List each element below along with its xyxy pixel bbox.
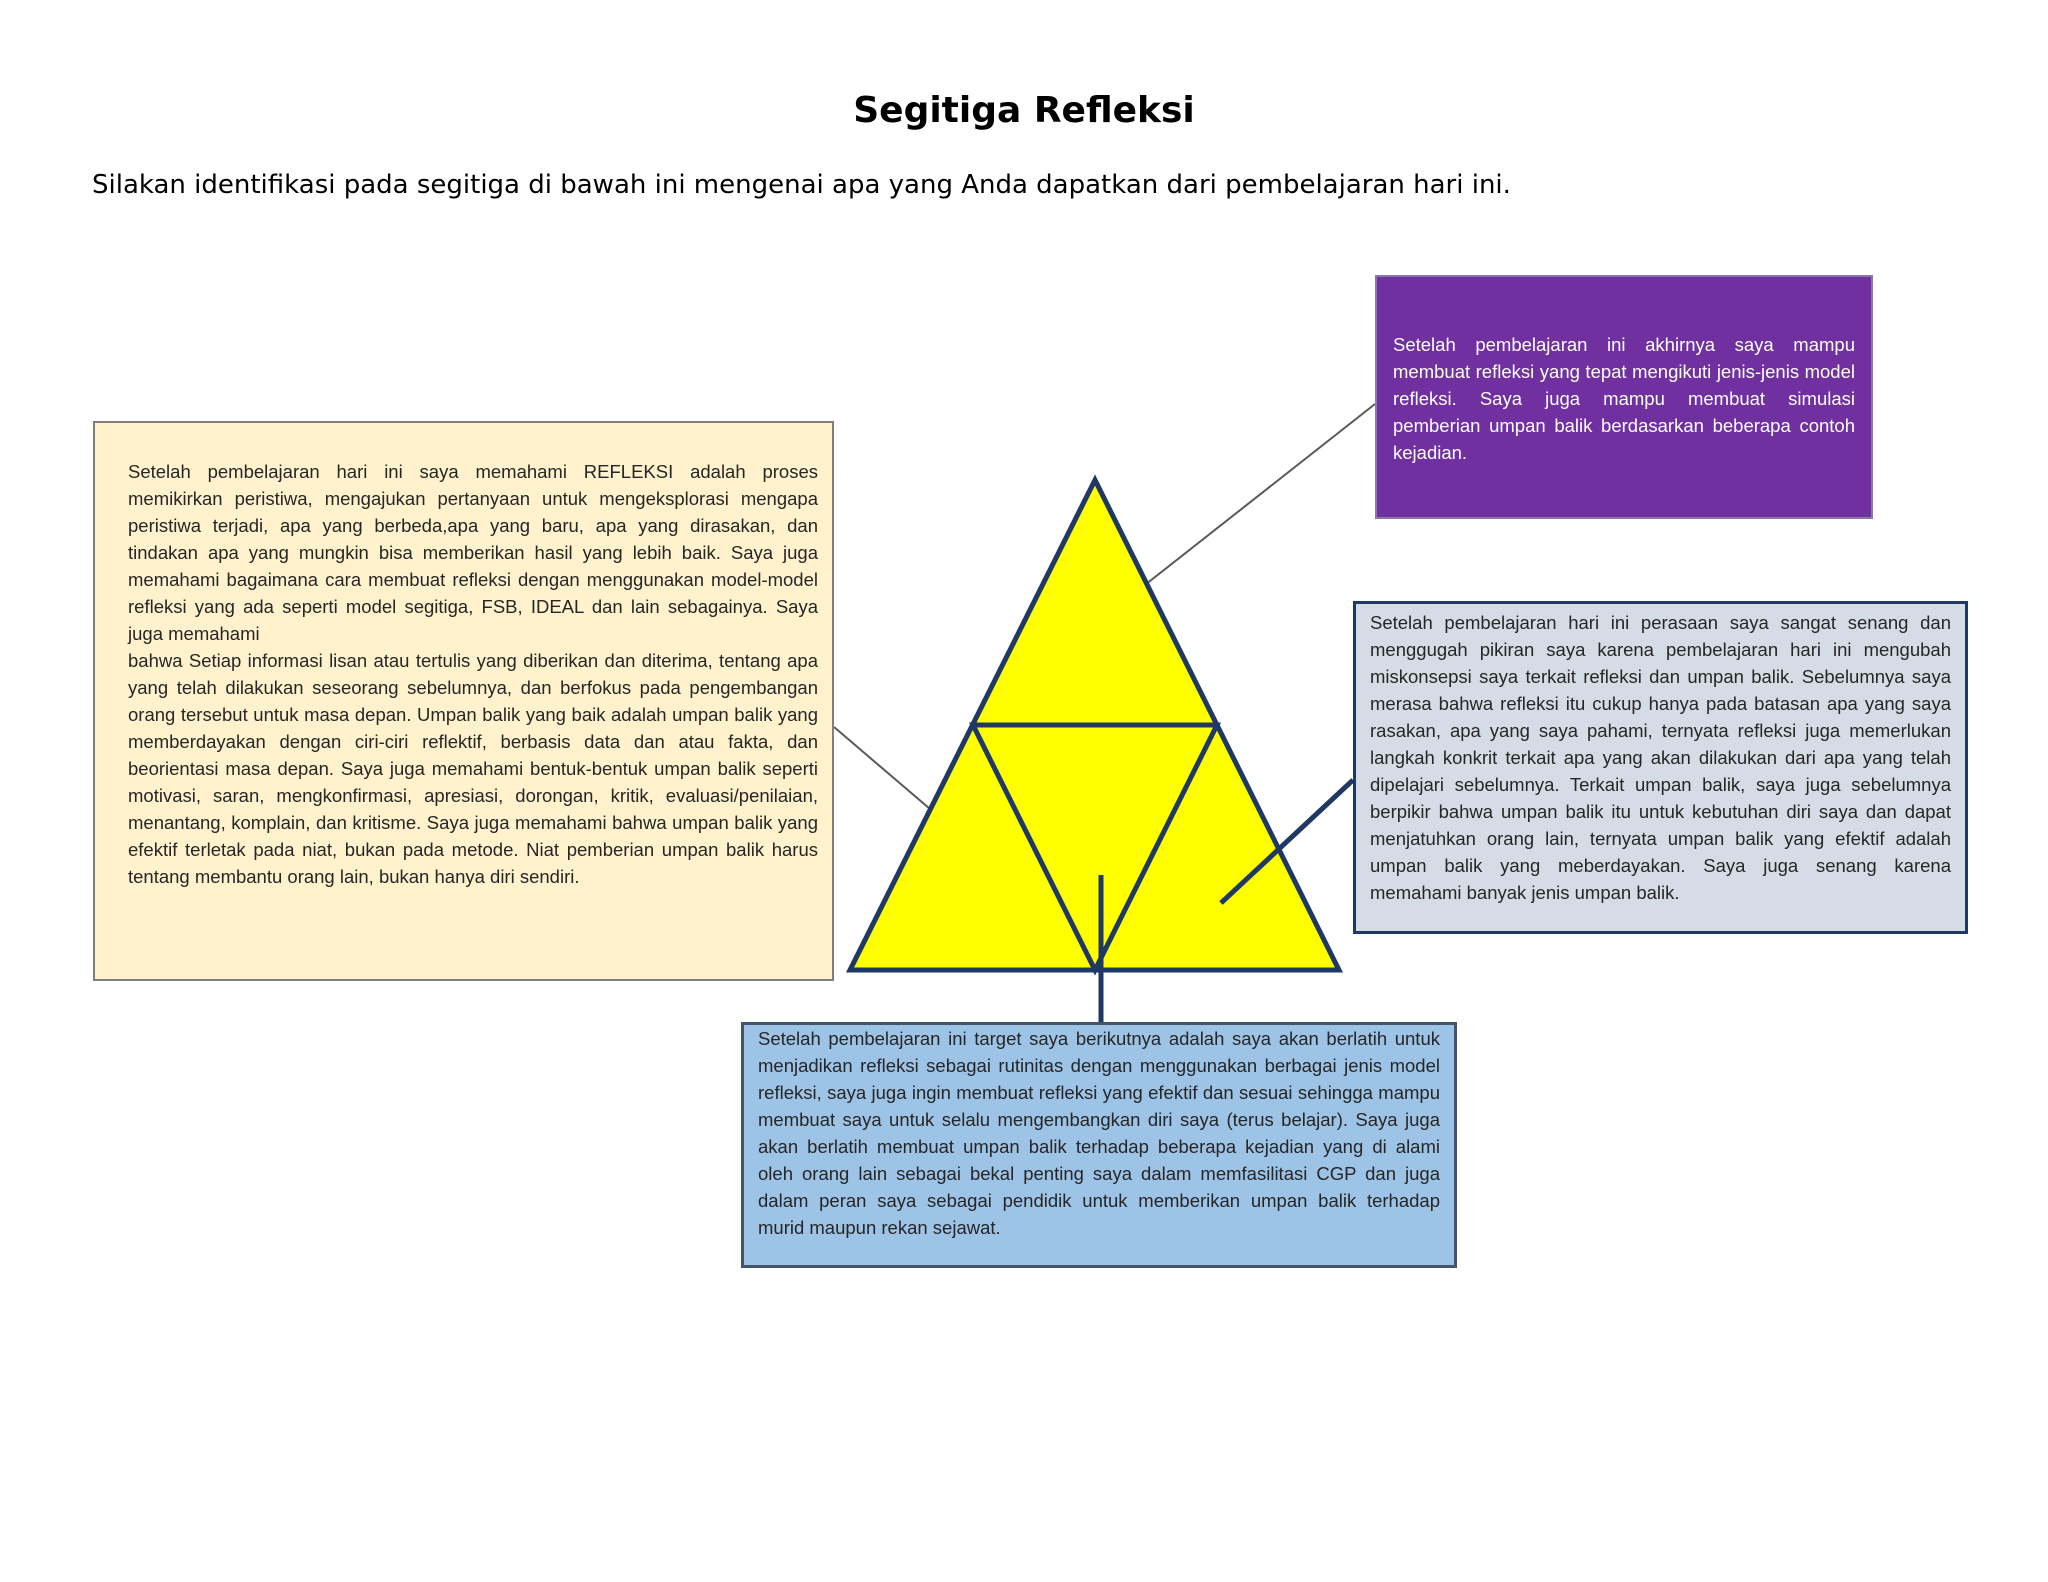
reflection-text-top: Setelah pembelajaran ini akhirnya saya mampu membuat refleksi yang tepat mengikuti jenis-jenis model refleksi. Saya juga mampu membuat simulasi pemberian umpan balik berdasarkan beberapa contoh kejadian. — [1393, 334, 1855, 463]
page-title: Segitiga Refleksi — [853, 90, 1195, 131]
reflection-box-bottom — [741, 1022, 1457, 1268]
instruction-text: Silakan identifikasi pada segitiga di bawah ini mengenai apa yang Anda dapatkan dari pembelajaran hari ini. — [92, 170, 1511, 200]
reflection-box-right — [1353, 601, 1968, 934]
reflection-text-right: Setelah pembelajaran hari ini perasaan saya sangat senang dan menggugah pikiran saya karena pembelajaran hari ini mengubah miskonsepsi saya terkait refleksi dan umpan balik. Sebelumnya saya merasa bahwa refleksi itu cukup hanya pada batasan apa yang saya rasakan, apa yang saya pahami, ternyata refleksi juga memerlukan langkah konkrit terkait apa yang akan dilakukan dari apa yang telah dipelajari sebelumnya. Terkait umpan balik, saya juga sebelumnya berpikir bahwa umpan balik itu untuk kebutuhan diri saya dan dapat menjatuhkan orang lain, ternyata umpan balik yang efektif adalah umpan balik yang meberdayakan. Saya juga senang karena memahami banyak jenis umpan balik. — [1370, 612, 1951, 903]
reflection-box-left — [93, 421, 834, 981]
reflection-text-left-2: bahwa Setiap informasi lisan atau tertulis yang diberikan dan diterima, tentang apa yang telah dilakukan seseorang sebelumnya, dan berfokus pada pengembangan orang tersebut untuk masa depan. Umpan balik yang baik adalah umpan balik yang memberdayakan dengan ciri-ciri reflektif, berbasis data dan atau fakta, dan beorientasi masa depan. Saya juga memahami bentuk-bentuk umpan balik seperti motivasi, saran, mengkonfirmasi, apresiasi, dorongan, kritik, evaluasi/penilaian, menantang, komplain, dan kritisme. Saya juga memahami bahwa umpan balik yang efektif terletak pada niat, bukan pada metode. Niat pemberian umpan balik harus tentang membantu orang lain, bukan hanya diri sendiri. — [128, 650, 818, 887]
connector-line-top — [1136, 404, 1375, 592]
reflection-text-bottom: Setelah pembelajaran ini target saya berikutnya adalah saya akan berlatih untuk menjadikan refleksi sebagai rutinitas dengan menggunakan berbagai jenis model refleksi, saya juga ingin membuat refleksi yang efektif dan sesuai sehingga mampu membuat saya untuk selalu mengembangkan diri saya (terus belajar). Saya juga akan berlatih membuat umpan balik terhadap beberapa kejadian yang di alami oleh orang lain sebagai bekal penting saya dalam memfasilitasi CGP dan juga dalam peran saya sebagai pendidik untuk memberikan umpan balik terhadap murid maupun rekan sejawat. — [758, 1028, 1440, 1238]
reflection-text-left-1: Setelah pembelajaran hari ini saya memahami REFLEKSI adalah proses memikirkan peristiwa, mengajukan pertanyaan untuk mengeksplorasi mengapa peristiwa terjadi, apa yang berbeda,apa yang baru, apa yang dirasakan, dan tindakan apa yang mungkin bisa memberikan hasil yang lebih baik. Saya juga memahami bagaimana cara membuat refleksi dengan menggunakan model-model refleksi yang ada seperti model segitiga, FSB, IDEAL dan lain sebagainya. Saya juga memahami — [128, 461, 818, 644]
reflection-box-top — [1375, 275, 1873, 519]
